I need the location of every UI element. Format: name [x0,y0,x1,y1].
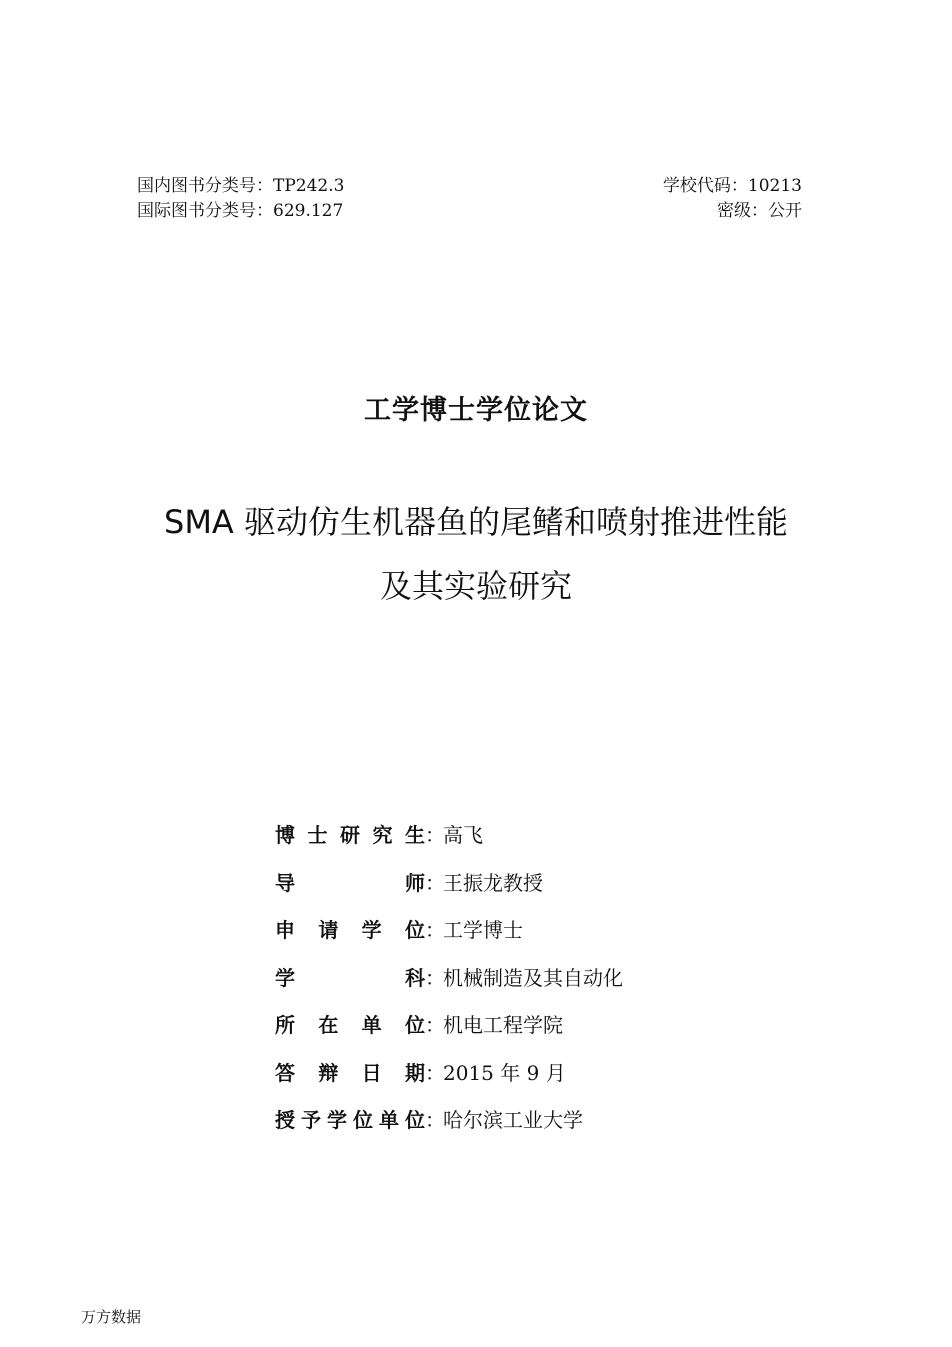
info-label [275,962,425,991]
info-label-char: 位 [405,1108,425,1133]
info-label-char: 研 [340,823,360,848]
info-colon: ： [425,870,445,895]
info-value: 机电工程学院 [443,1013,563,1038]
info-row [275,953,623,1001]
info-colon: ： [425,1013,445,1038]
school-code-value: 10213 [747,176,802,196]
info-label-char: 学 [327,1108,347,1133]
info-value: 工学博士 [443,918,523,943]
info-label-char: 予 [301,1108,321,1133]
info-label [275,819,425,848]
info-colon: ： [425,918,445,943]
author-info-list [275,810,623,1143]
info-colon: ： [425,1060,445,1085]
info-value: 高飞 [443,823,483,848]
info-label [275,1009,425,1038]
info-label [275,867,425,896]
info-label-char: 单 [379,1108,399,1133]
info-label [275,1057,425,1086]
info-row [275,905,623,953]
info-value: 王振龙教授 [443,870,543,895]
info-label-char: 答 [275,1060,295,1085]
thesis-title-line-2: 及其实验研究 [379,567,572,605]
info-label-char: 位 [404,918,425,943]
info-colon: ： [425,823,445,848]
info-label-char: 士 [307,823,328,848]
school-code-row [663,174,802,199]
info-label-char: 日 [361,1060,382,1085]
info-row [275,810,623,858]
info-colon: ： [425,965,445,990]
info-value: 机械制造及其自动化 [443,965,623,990]
info-label-char: 科 [405,965,425,990]
info-row [275,1095,623,1143]
info-label-char: 位 [404,1013,425,1038]
info-label-char: 生 [405,823,425,848]
secrecy-value: 公开 [768,201,802,221]
intl-class-row [137,199,344,224]
info-row [275,1000,623,1048]
domestic-class-value: TP242.3 [273,176,345,196]
info-label-char: 辩 [318,1060,339,1085]
classification-block [137,174,344,224]
footer-watermark: 万方数据 [81,1308,142,1326]
info-label-char: 位 [353,1108,373,1133]
info-label-char: 学 [361,918,382,943]
info-value: 2015 年 9 月 [443,1060,566,1085]
info-label-char: 师 [405,870,425,895]
info-colon: ： [425,1108,445,1133]
info-label-char: 究 [372,823,393,848]
info-label [275,1104,425,1133]
info-label-char: 博 [275,823,295,848]
domestic-class-label: 国内图书分类号： [137,176,273,196]
info-row [275,858,623,906]
info-label-char: 期 [404,1060,425,1085]
school-code-label: 学校代码： [662,176,748,196]
intl-class-label: 国际图书分类号： [137,201,273,221]
info-label-char: 在 [318,1013,339,1038]
info-label-char: 请 [318,918,339,943]
intl-class-value: 629.127 [273,201,344,221]
info-label-char: 学 [275,965,295,990]
info-label-char: 所 [275,1013,295,1038]
info-label-char: 单 [361,1013,382,1038]
info-label [275,914,425,943]
info-label-char: 授 [275,1108,295,1133]
info-value: 哈尔滨工业大学 [443,1108,583,1133]
school-code-block [663,174,802,224]
secrecy-row [663,199,802,224]
thesis-title-line-1: SMA 驱动仿生机器鱼的尾鳍和喷射推进性能 [164,503,788,541]
info-row [275,1048,623,1096]
info-label-char: 导 [275,870,295,895]
secrecy-label: 密级： [717,201,768,221]
info-label-char: 申 [275,918,295,943]
domestic-class-row [137,174,344,199]
degree-type-heading: 工学博士学位论文 [364,395,588,426]
